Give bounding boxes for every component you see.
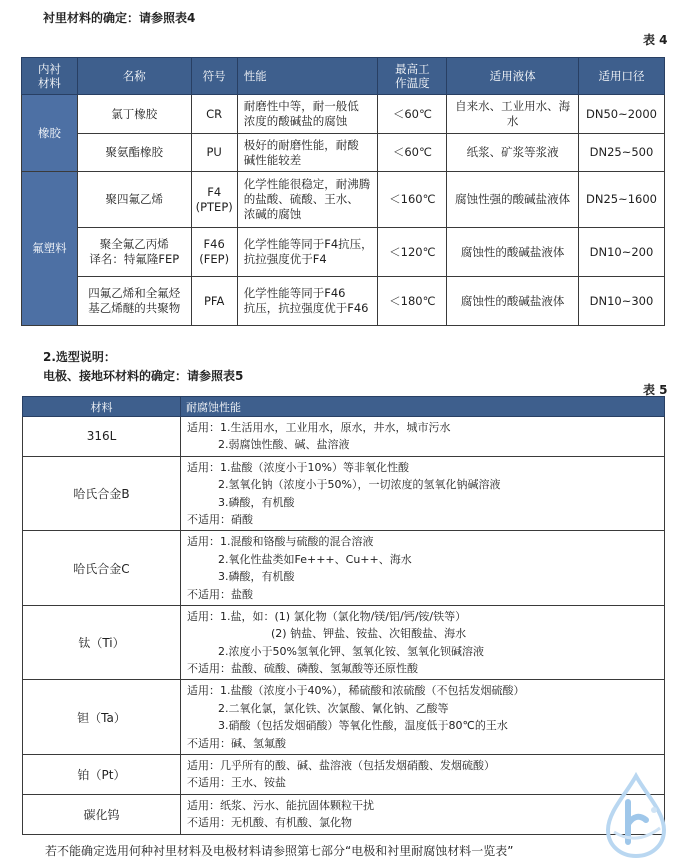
symbol-cell: PU bbox=[191, 134, 237, 172]
resistance-cell: 适用：几乎所有的酸、碱、盐溶液（包括发烟硝酸、发烟硫酸） 不适用：王水、铵盐 bbox=[181, 755, 665, 795]
symbol-cell: F4 (PTEP) bbox=[191, 172, 237, 228]
diameter-cell: DN25~1600 bbox=[578, 172, 664, 228]
diameter-cell: DN10~200 bbox=[578, 228, 664, 277]
resistance-cell: 适用：1.盐酸（浓度小于40%），稀硫酸和浓硫酸（不包括发烟硫酸） 2.二氧化氯，氯化铁、次氯酸、氰化钠、乙酸等 3.硝酸（包括发烟硝酸）等氧化性酸，温度低于80℃的王水 不适用：碱、氢氟酸 bbox=[181, 680, 665, 755]
performance-cell: 化学性能等同于F46 抗压，抗拉强度优于F46 bbox=[237, 277, 378, 326]
material-cell: 铂（Pt） bbox=[23, 755, 181, 795]
table-row bbox=[22, 172, 665, 228]
temp-cell: ＜120℃ bbox=[378, 228, 447, 277]
col-diameter-header: 适用口径 bbox=[578, 58, 664, 95]
table-row bbox=[23, 755, 665, 795]
liquid-cell: 腐蚀性的酸碱盐液体 bbox=[447, 228, 579, 277]
col-temp-header: 最高工 作温度 bbox=[378, 58, 447, 95]
temp-cell: ＜60℃ bbox=[378, 134, 447, 172]
performance-cell: 耐磨性中等，耐一般低 浓度的酸碱盐的腐蚀 bbox=[237, 95, 378, 134]
table-row bbox=[22, 95, 665, 134]
material-cell: 碳化钨 bbox=[23, 794, 181, 834]
performance-cell: 化学性能等同于F4抗压， 抗拉强度优于F4 bbox=[237, 228, 378, 277]
temp-cell: ＜160℃ bbox=[378, 172, 447, 228]
name-cell: 聚四氟乙烯 bbox=[77, 172, 191, 228]
table-row bbox=[22, 277, 665, 326]
table-row bbox=[23, 417, 665, 457]
temp-cell: ＜180℃ bbox=[378, 277, 447, 326]
col-material-header: 材料 bbox=[23, 397, 181, 417]
table-row bbox=[23, 680, 665, 755]
table-row bbox=[23, 605, 665, 680]
group-fluoroplastic: 氟塑料 bbox=[22, 172, 78, 326]
col-liquid-header: 适用液体 bbox=[447, 58, 579, 95]
temp-cell: ＜60℃ bbox=[378, 95, 447, 134]
resistance-cell: 适用：1.盐，如：(1) 氯化物（氯化物/镁/铝/钙/铵/铁等） (2) 钠盐、钾盐、铵盐、次钼酸盐、海水 2.浓度小于50%氢氧化钾、氢氧化铵、氢氧化钡碱溶液 不适用：盐酸、硫酸、磷酸、氢氟酸等还原性酸 bbox=[181, 605, 665, 680]
material-cell: 哈氏合金C bbox=[23, 531, 181, 606]
name-cell: 聚全氟乙丙烯 译名：特氟隆FEP bbox=[77, 228, 191, 277]
resistance-cell: 适用：纸浆、污水、能抗固体颗粒干扰 不适用：无机酸、有机酸、氯化物 bbox=[181, 794, 665, 834]
col-lining-header: 内衬 材料 bbox=[22, 58, 78, 95]
col-symbol-header: 符号 bbox=[191, 58, 237, 95]
material-cell: 钛（Ti） bbox=[23, 605, 181, 680]
performance-cell: 极好的耐磨性能，耐酸 碱性能较差 bbox=[237, 134, 378, 172]
symbol-cell: F46 (FEP) bbox=[191, 228, 237, 277]
footer-note: 若不能确定选用何种衬里材料及电极材料请参照第七部分“电极和衬里耐腐蚀材料一览表” bbox=[45, 844, 514, 858]
table4-header-row bbox=[22, 58, 665, 95]
electrode-material-table bbox=[22, 396, 665, 835]
col-resistance-header: 耐腐蚀性能 bbox=[181, 397, 665, 417]
lining-material-table bbox=[21, 57, 665, 326]
liquid-cell: 自来水、工业用水、海水 bbox=[447, 95, 579, 134]
table5-label: 表 5 bbox=[643, 383, 668, 397]
diameter-cell: DN25~500 bbox=[578, 134, 664, 172]
table-row bbox=[22, 228, 665, 277]
name-cell: 氯丁橡胶 bbox=[77, 95, 191, 134]
symbol-cell: PFA bbox=[191, 277, 237, 326]
name-cell: 四氟乙烯和全氟烃 基乙烯醚的共聚物 bbox=[77, 277, 191, 326]
droplet-logo-icon bbox=[600, 772, 672, 860]
liquid-cell: 腐蚀性的酸碱盐液体 bbox=[447, 277, 579, 326]
liquid-cell: 纸浆、矿浆等浆液 bbox=[447, 134, 579, 172]
performance-cell: 化学性能很稳定，耐沸腾 的盐酸、硫酸、王水、 浓碱的腐蚀 bbox=[237, 172, 378, 228]
resistance-cell: 适用：1.盐酸（浓度小于10%）等非氧化性酸 2.氢氧化钠（浓度小于50%），一切浓度的氢氧化钠碱溶液 3.磷酸，有机酸 不适用：硝酸 bbox=[181, 456, 665, 531]
symbol-cell: CR bbox=[191, 95, 237, 134]
material-cell: 钽（Ta） bbox=[23, 680, 181, 755]
name-cell: 聚氨酯橡胶 bbox=[77, 134, 191, 172]
table4-label: 表 4 bbox=[643, 33, 668, 47]
material-cell: 哈氏合金B bbox=[23, 456, 181, 531]
section2-title: 2.选型说明： bbox=[43, 350, 116, 364]
resistance-cell: 适用：1.生活用水，工业用水，原水，井水，城市污水 2.弱腐蚀性酸、碱、盐溶液 bbox=[181, 417, 665, 457]
col-performance-header: 性能 bbox=[237, 58, 378, 95]
table-row bbox=[23, 456, 665, 531]
material-cell: 316L bbox=[23, 417, 181, 457]
resistance-cell: 适用：1.混酸和铬酸与硫酸的混合溶液 2.氧化性盐类如Fe+++、Cu++、海水 3.磷酸，有机酸 不适用：盐酸 bbox=[181, 531, 665, 606]
table-row bbox=[23, 794, 665, 834]
table5-header-row bbox=[23, 397, 665, 417]
col-name-header: 名称 bbox=[77, 58, 191, 95]
table-row bbox=[23, 531, 665, 606]
group-rubber: 橡胶 bbox=[22, 95, 78, 172]
intro-text: 衬里材料的确定：请参照表4 bbox=[43, 11, 196, 25]
section2-subtitle: 电极、接地环材料的确定：请参照表5 bbox=[43, 369, 244, 383]
liquid-cell: 腐蚀性强的酸碱盐液体 bbox=[447, 172, 579, 228]
table-row bbox=[22, 134, 665, 172]
diameter-cell: DN10~300 bbox=[578, 277, 664, 326]
diameter-cell: DN50~2000 bbox=[578, 95, 664, 134]
